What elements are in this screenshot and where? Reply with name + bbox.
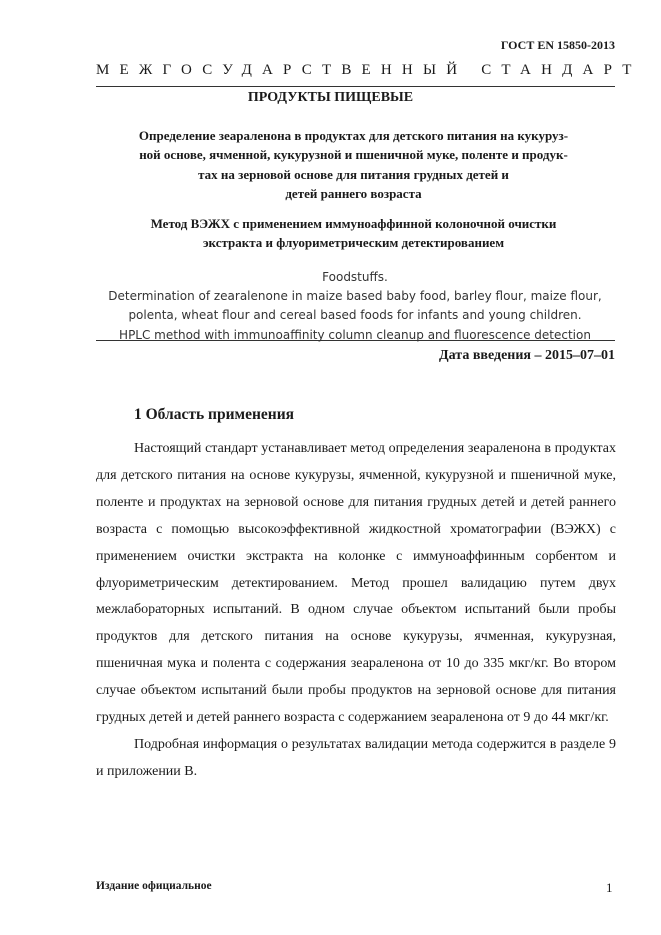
body-paragraph: Подробная информация о результатах валидации метода содержится в разделе 9 и приложении B. (96, 736, 616, 779)
english-title (90, 268, 620, 345)
english-title-line: Determination of zearalenone in maize based baby food, barley flour, maize flour, (108, 289, 602, 304)
product-group-title: ПРОДУКТЫ ПИЩЕВЫЕ (247, 90, 414, 105)
english-title-line: Foodstuffs. (322, 270, 388, 284)
title-line: тах на зерновой основе для питания грудных детей и (198, 166, 509, 182)
title-line: детей раннего возраста (285, 186, 422, 202)
english-title-line: polenta, wheat flour and cereal based foods for infants and young children. (128, 308, 582, 323)
title-line: Определение зеараленона в продуктах для детского питания на кукуруз- (138, 128, 569, 143)
method-line: Метод ВЭЖХ с применением иммуноаффинной колоночной очистки (150, 216, 557, 231)
section-body (96, 436, 616, 786)
method-subtitle (96, 214, 611, 253)
title-line: ной основе, ячменной, кукурузной и пшеничной муке, поленте и продук- (139, 147, 568, 163)
title-divider (96, 340, 615, 341)
introduction-date: Дата введения – 2015–07–01 (439, 348, 615, 363)
standard-code: ГОСТ EN 15850-2013 (500, 38, 615, 52)
section-heading: 1 Область применения (134, 406, 295, 423)
interstate-standard-label: МЕЖГОСУДАРСТВЕННЫЙ СТАНДАРТ (96, 62, 642, 78)
edition-note: Издание официальное (96, 880, 212, 892)
document-title (96, 126, 611, 204)
header-divider (96, 86, 615, 87)
body-paragraph: Настоящий стандарт устанавливает метод определения зеараленона в продуктах для детского питания на основе кукурузы, ячменной, кукурузной и пшеничной муке, поленте и продуктах на зерновой основе для питания грудных детей и детей раннего возраста с помощью высокоэффективной жидкостной хроматографии (ВЭЖХ) с применением очистки экстракта на колонке с иммуноаффинным сорбентом и флуориметрическим детектированием. Метод прошел валидацию путем двух межлабораторных испытаний. В одном случае объектом испытаний были пробы продуктов для детского питания на основе кукурузы, ячменная, кукурузная, пшеничная мука и полента с содержания зеараленона от 10 до 335 мкг/кг. Во втором случае объектом испытаний были пробы продуктов на зерновой основе для питания грудных детей и детей раннего возраста с содержанием зеараленона от 9 до 44 мкг/кг. (96, 441, 616, 726)
method-line: экстракта и флуориметрическим детектированием (202, 235, 505, 251)
page-number: 1 (606, 880, 613, 895)
english-title-line: HPLC method with immunoaffinity column cleanup and fluorescence detection (119, 327, 591, 342)
